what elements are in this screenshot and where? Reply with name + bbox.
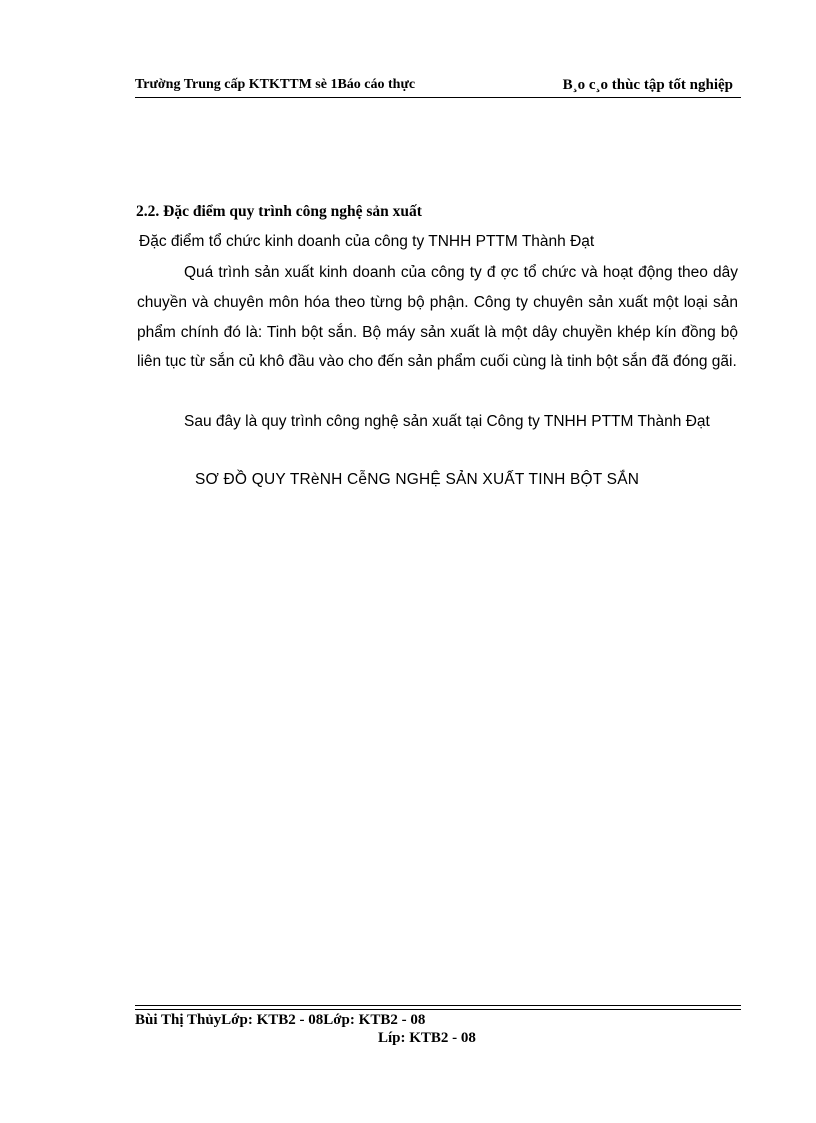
page-header (135, 77, 741, 98)
section-subheading: Đặc điểm tổ chức kinh doanh của công ty TNHH PTTM Thành Đạt (139, 233, 595, 250)
footer-author-class: Bùi Thị ThủyLớp: KTB2 - 08Lớp: KTB2 - 08 (135, 1012, 426, 1028)
footer-double-rule (135, 1005, 741, 1010)
paragraph-production-process: Quá trình sản xuất kinh doanh của công ty đ ợc tổ chức và hoạt động theo dây chuyền và chuyên môn hóa theo từng bộ phận. Công ty chuyên sản xuất một loại sản phẩm chính đó là: Tinh bột sắn. Bộ máy sản xuất là một dây chuyền khép kín đồng bộ liên tục từ sắn củ khô đầu vào cho đến sản phẩm cuối cùng là tinh bột sắn đã đóng gãi. (137, 264, 738, 371)
diagram-title: SƠ ĐỒ QUY TRèNH CễNG NGHỆ SẢN XUẤT TINH BỘT SẮN (195, 471, 640, 488)
header-report-title: B¸o c¸o thùc tập tốt nghiệp (562, 77, 733, 93)
header-school-name: Trường Trung cấp KTKTTM sè 1Báo cáo thực (135, 77, 416, 92)
paragraph-process-intro: Sau đây là quy trình công nghệ sản xuất tại Công ty TNHH PTTM Thành Đạt (184, 413, 710, 430)
section-title: 2.2. Đặc điểm quy trình công nghệ sản xuất (136, 203, 422, 220)
footer-class: Líp: KTB2 - 08 (378, 1030, 476, 1046)
